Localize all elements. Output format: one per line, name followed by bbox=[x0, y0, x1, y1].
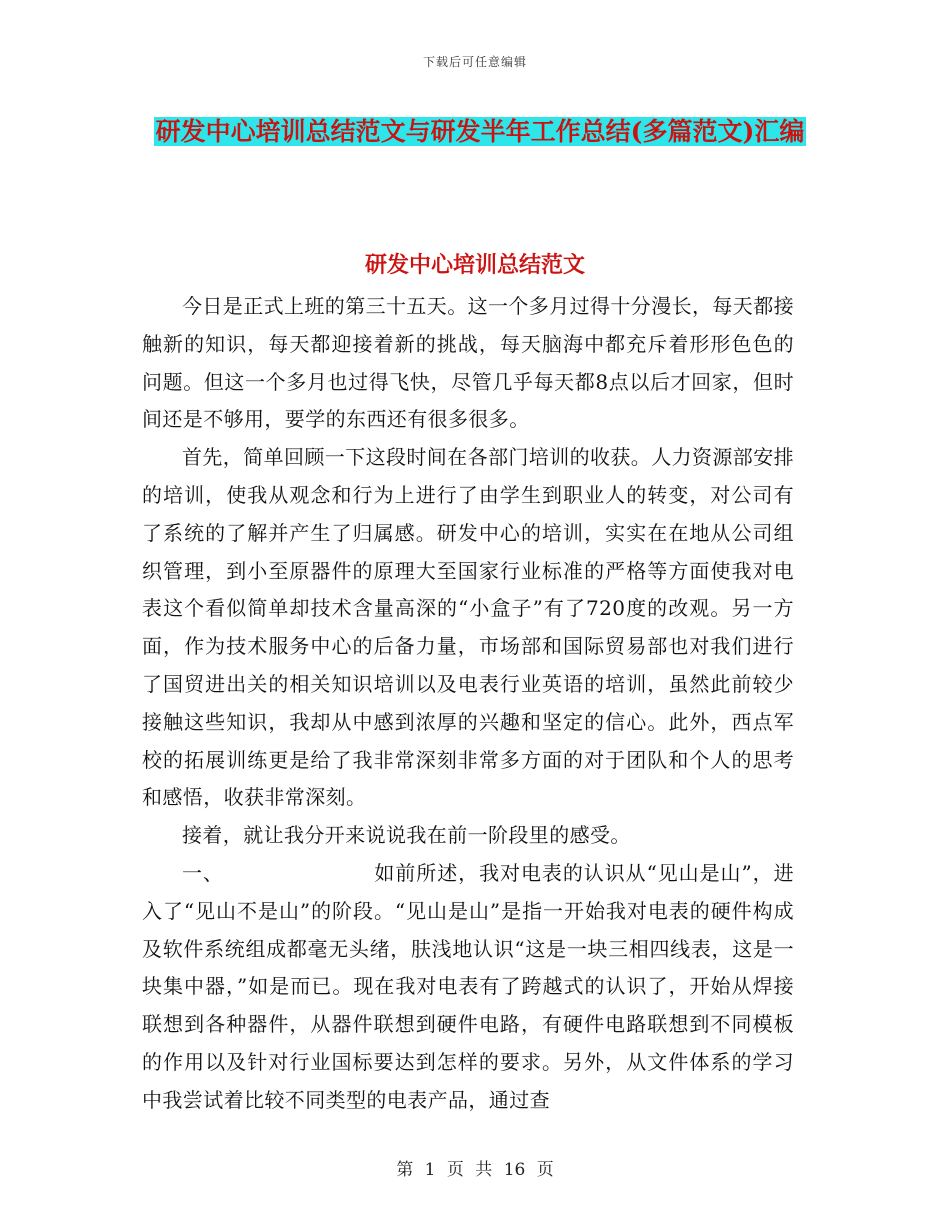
header-note: 下载后可任意编辑 bbox=[422, 55, 527, 69]
paragraph: 接着，就让我分开来说说我在前一阶段里的感受。 bbox=[182, 823, 631, 848]
body-text bbox=[142, 288, 794, 1120]
numbered-paragraph bbox=[142, 855, 794, 1120]
document-title-text: 研发中心培训总结范文与研发半年工作总结(多篇范文)汇编 bbox=[155, 117, 805, 146]
page-footer: 第 1 页 共 16 页 bbox=[396, 1160, 554, 1180]
paragraph: 今日是正式上班的第三十五天。这一个多月过得十分漫长，每天都接触新的知识，每天都迎接着新的挑战，每天脑海中都充斥着形形色色的问题。但这一个多月也过得飞快，尽管几乎每天都8点以后才回家，但时间还是不够用，要学的东西还有很多很多。 bbox=[142, 294, 794, 432]
item-text: 如前所述，我对电表的认识从“见山是山”，进入了“见山不是山”的阶段。“见山是山”是指一开始我对电表的硬件构成及软件系统组成都毫无头绪，肤浅地认识“这是一块三相四线表，这是一块集中器，”如是而已。现在我对电表有了跨越式的认识了，开始从焊接联想到各种器件，从器件联想到硬件电路，有硬件电路联想到不同模板的作用以及针对行业国标要达到怎样的要求。另外，从文件体系的学习中我尝试着比较不同类型的电表产品，通过查 bbox=[142, 860, 794, 1112]
section-title: 研发中心培训总结范文 bbox=[364, 252, 585, 278]
paragraph: 首先，简单回顾一下这段时间在各部门培训的收获。人力资源部安排的培训，使我从观念和行为上进行了由学生到职业人的转变，对公司有了系统的了解并产生了归属感。研发中心的培训，实实在在地从公司组织管理，到小至原器件的原理大至国家行业标准的严格等方面使我对电表这个看似简单却技术含量高深的“小盒子”有了720度的改观。另一方面，作为技术服务中心的后备力量，市场部和国际贸易部也对我们进行了国贸进出关的相关知识培训以及电表行业英语的培训，虽然此前较少接触这些知识，我却从中感到浓厚的兴趣和坚定的信心。此外，西点军校的拓展训练更是给了我非常深刻非常多方面的对于团队和个人的思考和感悟，收获非常深刻。 bbox=[142, 445, 794, 810]
item-number: 一、 bbox=[182, 860, 224, 885]
document-title bbox=[140, 108, 820, 156]
